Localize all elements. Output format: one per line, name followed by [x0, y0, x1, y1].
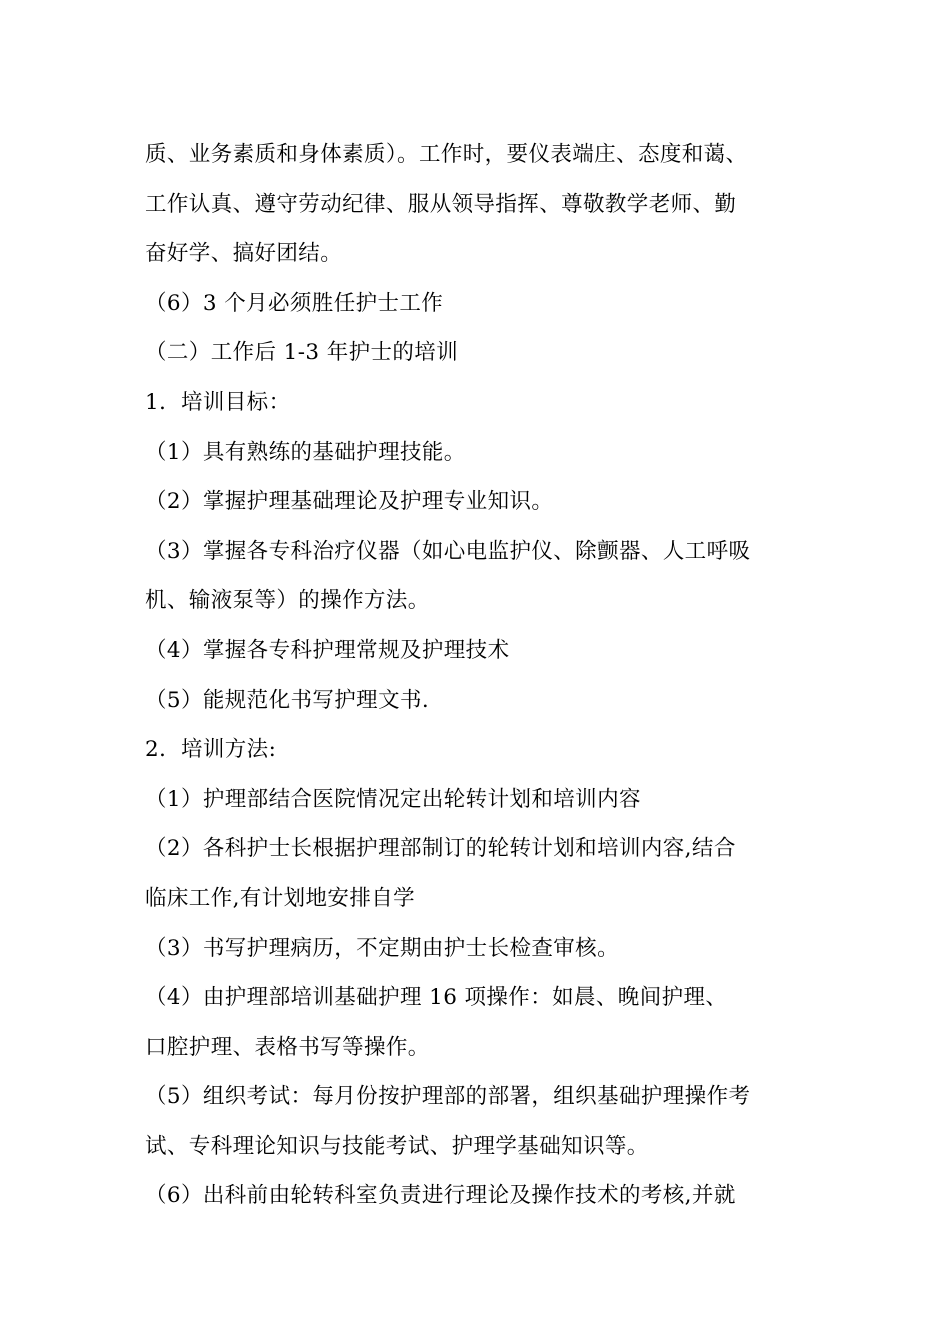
text-line: 工作认真、遵守劳动纪律、服从领导指挥、尊敬教学老师、勤	[145, 191, 737, 217]
subsection-heading: 1．培训目标：	[145, 389, 291, 415]
text-line: 机、输液泵等）的操作方法。	[145, 588, 430, 614]
text-line: （6）3 个月必须胜任护士工作	[145, 290, 444, 316]
section-heading: （二）工作后 1-3 年护士的培训	[145, 340, 459, 366]
text-line: 试、专科理论知识与技能考试、护理学基础知识等。	[145, 1133, 649, 1159]
text-line: （1）具有熟练的基础护理技能。	[145, 439, 466, 465]
text-line: （5）组织考试：每月份按护理部的部署，组织基础护理操作考	[145, 1084, 751, 1110]
text-line: （6）出科前由轮转科室负责进行理论及操作技术的考核,并就	[145, 1183, 736, 1209]
text-line: （5）能规范化书写护理文书.	[145, 687, 430, 713]
text-line: （3）书写护理病历，不定期由护士长检查审核。	[145, 935, 619, 961]
text-line: （4）由护理部培训基础护理 16 项操作：如晨、晚间护理、	[145, 985, 728, 1011]
text-line: （2）掌握护理基础理论及护理专业知识。	[145, 489, 554, 515]
text-line: 临床工作,有计划地安排自学	[145, 885, 416, 911]
text-line: （1）护理部结合医院情况定出轮转计划和培训内容	[145, 786, 641, 812]
text-line: （2）各科护士长根据护理部制订的轮转计划和培训内容,结合	[145, 836, 736, 862]
document-body	[145, 130, 825, 1221]
text-line: 口腔护理、表格书写等操作。	[145, 1034, 430, 1060]
subsection-heading: 2．培训方法:	[145, 737, 277, 763]
text-line: 质、业务素质和身体素质）。工作时，要仪表端庄、态度和蔼、	[145, 142, 748, 167]
text-line: （4）掌握各专科护理常规及护理技术	[145, 637, 510, 663]
text-line: 奋好学、搞好团结。	[145, 241, 343, 267]
text-line: （3）掌握各专科治疗仪器（如心电监护仪、除颤器、人工呼吸	[145, 538, 751, 564]
